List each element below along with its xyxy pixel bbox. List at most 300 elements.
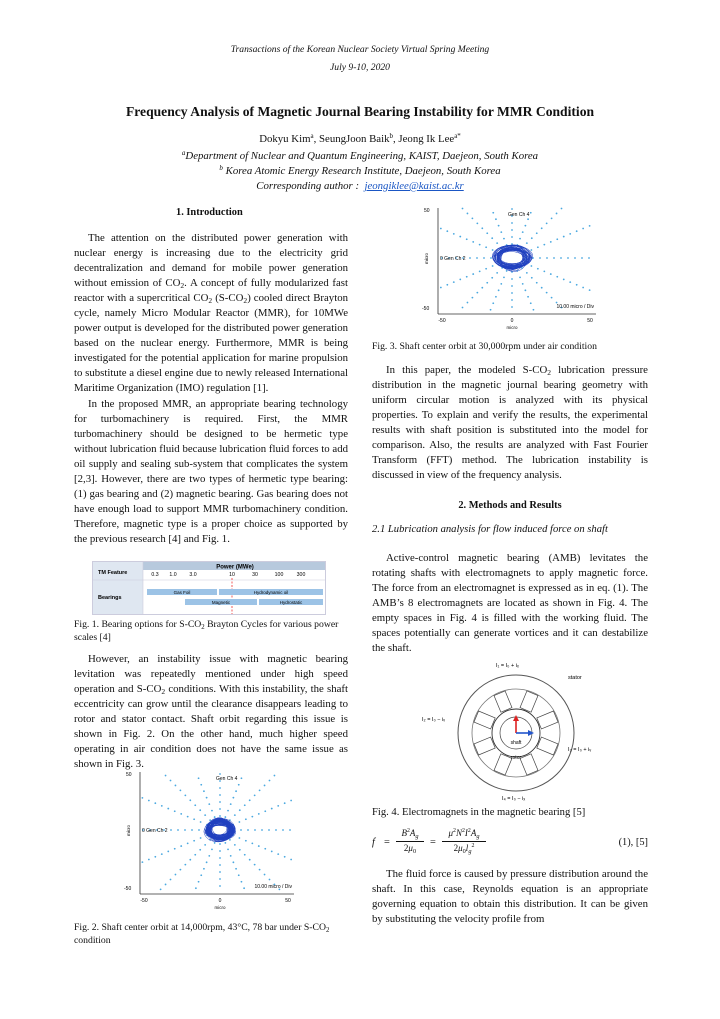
orbit-grid-dot [274, 775, 276, 777]
fig4-shaft-label: shaft [510, 740, 522, 746]
orbit-grid-dot [211, 810, 213, 812]
orbit-grid-dot [238, 784, 240, 786]
orbit-x-axis-label: micro [214, 905, 226, 910]
orbit-grid-dot [527, 218, 529, 220]
orbit-grid-dot [269, 879, 271, 881]
orbit-grid-dot [440, 287, 442, 289]
orbit-grid-dot [492, 249, 494, 251]
orbit-grid-dot [254, 829, 256, 831]
figure-3-caption: Fig. 3. Shaft center orbit at 30,000rpm under air condition [372, 341, 597, 352]
orbit-grid-dot [219, 850, 221, 852]
orbit-grid-dot [247, 829, 249, 831]
author-2-sup: b [389, 132, 394, 140]
orbit-grid-dot [199, 849, 201, 851]
orbit-grid-dot [219, 843, 221, 845]
orbit-grid-dot [170, 879, 172, 881]
orbit-grid-dot [503, 277, 505, 279]
orbit-grid-dot [498, 289, 500, 291]
conference-date: July 9-10, 2020 [330, 62, 390, 73]
orbit-grid-dot [511, 243, 513, 245]
orbit-grid-dot [195, 887, 197, 889]
orbit-grid-dot [244, 854, 246, 856]
orbit-grid-dot [167, 851, 169, 853]
orbit-grid-dot [524, 289, 526, 291]
orbit-grid-dot [180, 790, 182, 792]
orbit-grid-dot [282, 829, 284, 831]
orbit-grid-dot [537, 246, 539, 248]
orbit-grid-dot [466, 276, 468, 278]
orbit-grid-dot [160, 888, 162, 890]
orbit-grid-dot [148, 859, 150, 861]
orbit-grid-dot [551, 218, 553, 220]
author-2: SeungJoon Baik [319, 133, 390, 145]
orbit-grid-dot [204, 814, 206, 816]
orbit-grid-dot [524, 225, 526, 227]
orbit-trace [204, 818, 236, 842]
methods-paragraph-2: The fluid force is caused by pressure distribution around the shaft. In this case, Reynolds equation is an appropriate governing equation to obtain this distribution. It can be given by substituting the velocity profile from [372, 868, 648, 926]
aff-b-sup: b [219, 164, 223, 172]
orbit-grid-dot [214, 842, 216, 844]
orbit-grid-dot [543, 244, 545, 246]
orbit-grid-dot [511, 292, 513, 294]
orbit-grid-dot [191, 829, 193, 831]
orbit-grid-dot [589, 289, 591, 291]
orbit-grid-dot [175, 785, 177, 787]
fig1-hydrodynamic: Hydrodynamic oil [253, 590, 289, 595]
orbit-grid-dot [500, 231, 502, 233]
orbit-grid-dot [500, 283, 502, 285]
paper-title: Frequency Analysis of Magnetic Journal Bearing Instability for MMR Condition [125, 104, 595, 119]
orbit-grid-dot [219, 794, 221, 796]
orbit-grid-dot [219, 787, 221, 789]
orbit-grid-dot [264, 848, 266, 850]
author-line: Dokyu Kim$^a$, SeungJoon Baik$^b$, Jeong Ik Lee$^{a*}$ [259, 132, 461, 145]
orbit-grid-dot [472, 218, 474, 220]
fig1-magnetic: Magnetic [211, 600, 231, 605]
fig1-scale-tick: 3.0 [189, 572, 197, 578]
orbit-grid-dot [462, 208, 464, 210]
orbit-grid-dot [184, 864, 186, 866]
fig4-electromagnet-pole [494, 691, 512, 712]
orbit-y-tick-bottom: -50 [422, 306, 430, 312]
orbit-ch2-label: 0 Gen Ch 2 [142, 828, 168, 834]
orbit-x-tick-left: -50 [140, 898, 148, 904]
orbit-grid-dot [284, 856, 286, 858]
fig1-scale-tick: 0.3 [151, 572, 159, 578]
orbit-grid-dot [241, 881, 243, 883]
orbit-grid-dot [277, 805, 279, 807]
orbit-grid-dot [198, 829, 200, 831]
aff-b-text: Korea Atomic Energy Research Institute, Daejeon, South Korea [225, 165, 501, 177]
orbit-grid-dot [251, 842, 253, 844]
orbit-grid-dot [531, 277, 533, 279]
orbit-grid-dot [511, 299, 513, 301]
orbit-grid-dot [541, 227, 543, 229]
figure-4-caption: Fig. 4. Electromagnets in the magnetic bearing [5] [372, 807, 586, 818]
fig4-stator-label: stator [568, 675, 582, 681]
corresponding-author [0, 179, 720, 194]
orbit-grid-dot [476, 222, 478, 224]
orbit-grid-dot [258, 845, 260, 847]
orbit-grid-dot [254, 794, 256, 796]
orbit-grid-dot [574, 257, 576, 259]
orbit-grid-dot [219, 878, 221, 880]
orbit-grid-dot [495, 296, 497, 298]
orbit-grid-dot [569, 281, 571, 283]
orbit-grid-dot [533, 309, 535, 311]
orbit-grid-dot [161, 805, 163, 807]
orbit-grid-dot [492, 265, 494, 267]
figure-1-caption: Fig. 1. Bearing options for $S-CO_2$ Brayton Cycles for various power scales [4] [74, 619, 339, 643]
fig4-top-current: I₁ = I₀ + iₓ [496, 663, 519, 669]
orbit-grid-dot [492, 302, 494, 304]
orbit-grid-dot [440, 228, 442, 230]
orbit-grid-dot [526, 272, 528, 274]
orbit-grid-dot [550, 241, 552, 243]
orbit-grid-dot [569, 233, 571, 235]
orbit-grid-dot [259, 790, 261, 792]
orbit-grid-dot [490, 257, 492, 259]
orbit-y-tick-top: 50 [126, 772, 132, 778]
orbit-grid-dot [184, 829, 186, 831]
orbit-grid-dot [588, 257, 590, 259]
affiliation-b [0, 164, 720, 179]
orbit-grid-dot [227, 849, 229, 851]
orbit-grid-dot [563, 279, 565, 281]
intro-paragraph-1: The attention on the distributed power generation with nuclear energy is increasing due to the electricity grid decentralization and demand for mobile power generation without emission of $CO_2$. A concept of fully modularized fast reactor with a supercritical $CO_2$ $(S-CO_2)$ cooled direct Brayton cycle, namely Micro Modular Reactor (MMR), for 10MWe power output is developed for the distributed power generation based on the nuclear energy. Furthermore, MMR is being investigated for the potential application for marine propulsion to substitute a diesel engine due to newly released International Maritime Organization (IMO) regulation [1]. In the proposed MMR, an appropriate bearing technology for turbomachinery is required. First, the MMR turbomachinery should be designed to be hermetic type without lubrication fluid because lubrication fluid forces to add oil supply and sealing sub-system that complicates the system [2,3]. However, there are two types of hermetic type bearing: (1) gas bearing and (2) magnetic bearing. Gas bearing does not have enough load to support MMR turbomachinery condition. Therefore, magnetic type is a proper choice as supported by the previous research [4] and Fig. 1. [74, 231, 348, 547]
fig1-scale-tick: 300 [296, 572, 306, 578]
orbit-grid-dot [239, 821, 241, 823]
orbit-grid-dot [154, 802, 156, 804]
orbit-grid-dot [245, 840, 247, 842]
orbit-grid-dot [476, 257, 478, 259]
orbit-grid-dot [556, 213, 558, 215]
orbit-grid-dot [576, 230, 578, 232]
intro-paragraph-2: In the proposed MMR, an appropriate bearing technology for turbomachinery is required. First, the MMR turbomachinery should be designed to be hermetic type without lubrication fluid because lubrication fluid forces to add oil supply and sealing sub-system that complicates the system [2,3]. However, there are two types of hermetic type bearing: (1) gas bearing and (2) magnetic bearing. Gas bearing does not have enough load to support MMR turbomachinery condition. Therefore, magnetic type is a proper choice as supported by the previous research [4] and Fig. 1. [74, 397, 348, 545]
orbit-grid-dot [472, 241, 474, 243]
orbit-grid-dot [240, 829, 242, 831]
orbit-x-tick-mid: 0 [218, 898, 222, 904]
orbit-grid-dot [522, 231, 524, 233]
orbit-grid-dot [290, 859, 292, 861]
orbit-grid-dot [511, 285, 513, 287]
orbit-grid-dot [234, 844, 236, 846]
orbit-grid-dot [503, 238, 505, 240]
orbit-grid-dot [576, 284, 578, 286]
orbit-y-tick-top: 50 [424, 208, 430, 214]
intro-heading: 1. Introduction [176, 207, 243, 218]
orbit-grid-dot [511, 278, 513, 280]
figure-4-electromagnets [418, 657, 614, 803]
orbit-grid-dot [446, 284, 448, 286]
orbit-grid-dot [483, 257, 485, 259]
orbit-grid-dot [239, 837, 241, 839]
orbit-ch4-label: Gen Ch 4 [508, 212, 530, 218]
orbit-grid-dot [258, 813, 260, 815]
orbit-grid-dot [204, 844, 206, 846]
orbit-grid-dot [511, 236, 513, 238]
orbit-grid-dot [526, 242, 528, 244]
orbit-grid-dot [453, 281, 455, 283]
orbit-grid-dot [232, 861, 234, 863]
orbit-grid-dot [165, 884, 167, 886]
orbit-grid-dot [141, 797, 143, 799]
fig4-electromagnet-pole [494, 754, 512, 775]
orbit-grid-dot [539, 257, 541, 259]
orbit-grid-dot [479, 270, 481, 272]
orbit-grid-dot [550, 273, 552, 275]
orbit-grid-dot [200, 874, 202, 876]
orbit-grid-dot [224, 816, 226, 818]
orbit-grid-dot [219, 815, 221, 817]
orbit-grid-dot [556, 238, 558, 240]
orbit-ch4-label: Gen Ch 4 [216, 776, 238, 782]
orbit-grid-dot [193, 818, 195, 820]
orbit-grid-dot [235, 868, 237, 870]
orbit-grid-dot [531, 237, 533, 239]
orbit-grid-dot [249, 859, 251, 861]
fig4-bottom-current: I₄ = I₀ − iₓ [502, 796, 526, 802]
orbit-grid-dot [498, 225, 500, 227]
fig1-hydrostatic: Hydrostatic [279, 600, 303, 605]
orbit-grid-dot [148, 800, 150, 802]
orbit-grid-dot [284, 802, 286, 804]
orbit-grid-dot [175, 874, 177, 876]
orbit-grid-dot [511, 208, 513, 210]
orbit-grid-dot [277, 853, 279, 855]
orbit-grid-dot [543, 270, 545, 272]
orbit-grid-dot [234, 814, 236, 816]
orbit-grid-dot [269, 780, 271, 782]
orbit-grid-dot [194, 804, 196, 806]
fig4-electromagnet-pole [474, 737, 495, 755]
orbit-grid-dot [170, 829, 172, 831]
orbit-grid-dot [271, 808, 273, 810]
orbit-grid-dot [582, 287, 584, 289]
orbit-grid-dot [546, 222, 548, 224]
fig4-electromagnet-pole [520, 691, 538, 712]
orbit-grid-dot [264, 785, 266, 787]
orbit-grid-dot [511, 306, 513, 308]
equation-1: f = $B^2A_g$ $2\mu_0$ = $\mu^2N^2I^2A_g$ $2\mu_0l_g^2$ (1), [5] [372, 828, 648, 855]
orbit-grid-dot [511, 222, 513, 224]
orbit-grid-dot [264, 810, 266, 812]
orbit-grid-dot [200, 837, 202, 839]
orbit-grid-dot [180, 845, 182, 847]
journal-header: Transactions of the Korean Nuclear Society Virtual Spring Meeting [230, 44, 490, 55]
fig4-electromagnet-pole [537, 737, 558, 755]
fig4-electromagnet-pole [537, 711, 558, 729]
orbit-grid-dot [170, 780, 172, 782]
orbit-grid-dot [206, 797, 208, 799]
orbit-grid-dot [244, 804, 246, 806]
orbit-grid-dot [243, 887, 245, 889]
orbit-grid-dot [546, 292, 548, 294]
orbit-grid-dot [180, 813, 182, 815]
orbit-grid-dot [224, 842, 226, 844]
orbit-grid-dot [530, 302, 532, 304]
orbit-grid-dot [536, 282, 538, 284]
orbit-grid-dot [560, 257, 562, 259]
fig1-row-bearings: Bearings [98, 595, 122, 601]
orbit-grid-dot [496, 242, 498, 244]
aff-a-text: Department of Nuclear and Quantum Engineering, KAIST, Daejeon, South Korea [185, 150, 539, 162]
fig4-left-current: I₂ = I₀ − iᵥ [422, 717, 445, 723]
fig4-rotor-label: rotor [510, 755, 522, 761]
orbit-grid-dot [462, 307, 464, 309]
orbit-grid-dot [495, 218, 497, 220]
orbit-grid-dot [271, 851, 273, 853]
orbit-grid-dot [180, 869, 182, 871]
orbit-grid-dot [459, 279, 461, 281]
orbit-grid-dot [230, 855, 232, 857]
orbit-grid-dot [165, 775, 167, 777]
orbit-grid-dot [264, 874, 266, 876]
orbit-grid-dot [485, 268, 487, 270]
orbit-grid-dot [189, 799, 191, 801]
orbit-x-tick-right: 50 [285, 898, 291, 904]
author-3: Jeong Ik Lee [398, 133, 455, 145]
fig1-scale-tick: 100 [274, 572, 284, 578]
orbit-grid-dot [187, 842, 189, 844]
figure-2-orbit-plot [122, 768, 298, 918]
orbit-grid-dot [561, 208, 563, 210]
orbit-grid-dot [219, 773, 221, 775]
orbit-grid-dot [496, 272, 498, 274]
orbit-grid-dot [235, 790, 237, 792]
fig1-power-header: Power (MWe) [216, 564, 254, 571]
orbit-grid-dot [200, 821, 202, 823]
orbit-grid-dot [541, 287, 543, 289]
orbit-grid-dot [161, 853, 163, 855]
corr-email-link[interactable]: jeongiklee@kaist.ac.kr [364, 180, 464, 192]
fig4-electromagnet-pole [520, 754, 538, 775]
orbit-grid-dot [219, 801, 221, 803]
orbit-grid-dot [167, 808, 169, 810]
orbit-grid-dot [154, 856, 156, 858]
orbit-grid-dot [481, 287, 483, 289]
orbit-grid-dot [446, 230, 448, 232]
orbit-grid-dot [193, 840, 195, 842]
author-3-sup: a* [454, 132, 461, 140]
orbit-grid-dot [519, 277, 521, 279]
figure-2-caption: Fig. 2. Shaft center orbit at 14,000rpm, 43°C, 78 bar under $S-CO_2$ condition [74, 922, 330, 946]
orbit-grid-dot [184, 794, 186, 796]
orbit-x-tick-mid: 0 [510, 318, 514, 324]
orbit-grid-dot [194, 854, 196, 856]
orbit-x-tick-right: 50 [587, 318, 593, 324]
orbit-grid-dot [208, 803, 210, 805]
orbit-grid-dot [229, 839, 231, 841]
orbit-grid-dot [199, 809, 201, 811]
intro-paragraph-3: However, an instability issue with magnetic bearing levitation was repeatedly mentioned under high speed operation and $S-CO_2$ conditions. With this instability, the shaft eccentricity can grow until the clearance disappears leading to rotor and stator contact. Shaft orbit regarding this issue is shown in Fig. 2. On the other hand, much higher speed operating in air condition does not have the same issue as shown in Fig. 3. [74, 653, 348, 771]
orbit-grid-dot [219, 871, 221, 873]
orbit-grid-dot [174, 810, 176, 812]
orbit-grid-dot [519, 238, 521, 240]
orbit-trace [492, 245, 533, 272]
orbit-grid-dot [261, 829, 263, 831]
methods-paragraph-1: Active-control magnetic bearing (AMB) levitates the rotating shafts with electromagnets to apply magnetic force. The force from an electromagnet is expressed as in eq. (1). The AMB’s 8 electromagnets are located as shown in Fig. 4. The empty spaces in Fig. 4 is filled with the working fluid. The spaces potentially can generate vortices and it can destabilize the shaft. [372, 552, 648, 655]
orbit-grid-dot [241, 777, 243, 779]
orbit-grid-dot [198, 881, 200, 883]
orbit-grid-dot [522, 283, 524, 285]
orbit-y-axis-label: micro [424, 253, 429, 264]
orbit-grid-dot [254, 864, 256, 866]
orbit-grid-dot [582, 228, 584, 230]
orbit-grid-dot [506, 270, 508, 272]
orbit-grid-dot [206, 861, 208, 863]
orbit-division-label: 10.00 micro / Div [556, 304, 594, 310]
orbit-y-axis-label: micro [126, 825, 131, 836]
orbit-grid-dot [219, 885, 221, 887]
orbit-grid-dot [208, 855, 210, 857]
orbit-grid-dot [189, 859, 191, 861]
orbit-grid-dot [551, 297, 553, 299]
orbit-grid-dot [467, 213, 469, 215]
fig1-scale-tick: 1.0 [169, 572, 177, 578]
figure-1-table [92, 561, 326, 615]
orbit-grid-dot [198, 777, 200, 779]
orbit-grid-dot [238, 874, 240, 876]
orbit-grid-dot [251, 816, 253, 818]
intro-paragraph-4: In this paper, the modeled $S-CO_2$ lubrication pressure distribution in the magnetic journal bearing geometry with uniform circular motion is analyzed with its physical properties. To explain and verify the results, the experimental results with shaft position is substituted into the model for comparison. Also, the results are analyzed with Fast Fourier Transform (FFT) method. The lubrication instability is discussed in view of the frequency analysis. [372, 364, 648, 482]
orbit-y-tick-bottom: -50 [124, 886, 132, 892]
orbit-grid-dot [486, 282, 488, 284]
orbit-grid-dot [476, 292, 478, 294]
fig1-row-tm: TM Feature [98, 570, 128, 576]
orbit-grid-dot [459, 236, 461, 238]
orbit-grid-dot [239, 849, 241, 851]
orbit-grid-dot [211, 849, 213, 851]
fig1-scale-tick: 30 [252, 572, 258, 578]
orbit-grid-dot [472, 273, 474, 275]
orbit-grid-dot [485, 246, 487, 248]
orbit-grid-dot [453, 233, 455, 235]
orbit-division-label: 10.00 micro / Div [254, 884, 292, 890]
orbit-x-tick-left: -50 [438, 318, 446, 324]
orbit-grid-dot [275, 829, 277, 831]
aff-a-sup: a [181, 149, 186, 157]
orbit-grid-dot [481, 227, 483, 229]
orbit-grid-dot [589, 225, 591, 227]
orbit-ch2-label: 0 Gen Ch 2 [440, 256, 466, 262]
orbit-grid-dot [245, 818, 247, 820]
orbit-grid-dot [232, 797, 234, 799]
orbit-grid-dot [567, 257, 569, 259]
orbit-grid-dot [492, 212, 494, 214]
methods-heading: 2. Methods and Results [458, 500, 562, 511]
orbit-grid-dot [527, 296, 529, 298]
fig4-right-current: I₃ = I₀ + iᵥ [568, 747, 592, 753]
corr-label: Corresponding author : [256, 180, 360, 192]
orbit-grid-dot [466, 238, 468, 240]
orbit-grid-dot [290, 800, 292, 802]
affiliation-a [0, 149, 720, 164]
orbit-grid-dot [531, 265, 533, 267]
orbit-grid-dot [581, 257, 583, 259]
fig4-electromagnet-pole [474, 711, 495, 729]
orbit-grid-dot [467, 302, 469, 304]
orbit-grid-dot [239, 809, 241, 811]
orbit-grid-dot [200, 784, 202, 786]
equation-1-label: (1), [5] [618, 837, 648, 848]
orbit-grid-dot [490, 309, 492, 311]
orbit-grid-dot [472, 297, 474, 299]
orbit-grid-dot [268, 829, 270, 831]
orbit-grid-dot [177, 829, 179, 831]
orbit-x-axis-label: micro [506, 325, 518, 330]
orbit-grid-dot [479, 244, 481, 246]
